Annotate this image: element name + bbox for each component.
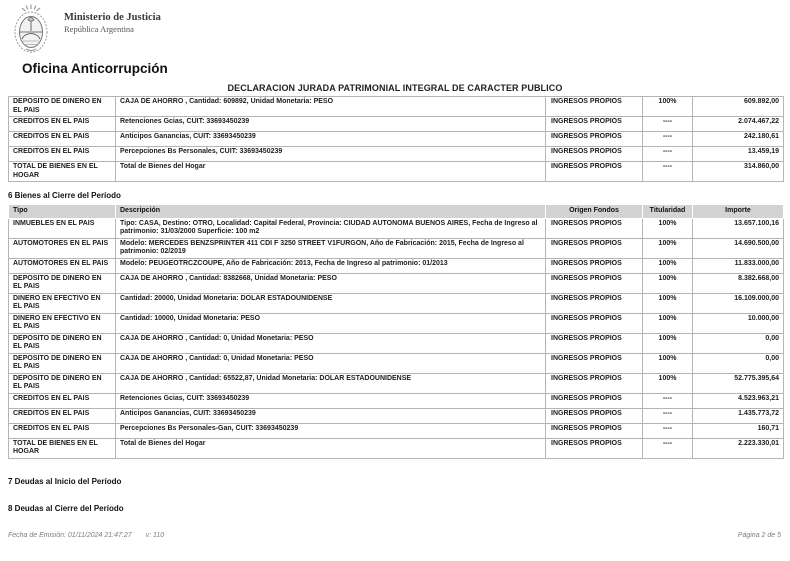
emission-date: Fecha de Emisión: 01/11/2024 21:47:27 [8, 532, 132, 539]
cell-origen-fondos: INGRESOS PROPIOS [546, 218, 643, 238]
cell-titularidad: ---- [643, 423, 693, 438]
table-row [9, 353, 784, 373]
table-row [9, 132, 784, 147]
col-header-tipo: Tipo [9, 205, 116, 219]
cell-descripcion: CAJA DE AHORRO , Cantidad: 8382668, Unidad Monetaria: PESO [116, 273, 546, 293]
cell-importe: 13.657.100,16 [693, 218, 784, 238]
cell-tipo: CREDITOS EN EL PAIS [9, 132, 116, 147]
ministry-name: Ministerio de Justicia [64, 12, 161, 23]
cell-importe: 0,00 [693, 333, 784, 353]
cell-titularidad: 100% [643, 353, 693, 373]
cell-descripcion: Retenciones Gcias, CUIT: 33693450239 [116, 393, 546, 408]
cell-descripcion: Anticipos Ganancias, CUIT: 33693450239 [116, 132, 546, 147]
cell-titularidad: ---- [643, 162, 693, 182]
cell-titularidad: 100% [643, 238, 693, 258]
cell-tipo: AUTOMOTORES EN EL PAIS [9, 238, 116, 258]
table-row [9, 162, 784, 182]
cell-importe: 52.775.395,64 [693, 373, 784, 393]
cell-origen-fondos: INGRESOS PROPIOS [546, 373, 643, 393]
table-row [9, 273, 784, 293]
cell-descripcion: Modelo: PEUGEOTRCZCOUPE, Año de Fabricación: 2013, Fecha de Ingreso al patrimonio: 01/2013 [116, 258, 546, 273]
table-row [9, 438, 784, 458]
cell-descripcion: Percepciones Bs Personales, CUIT: 33693450239 [116, 147, 546, 162]
table-row [9, 373, 784, 393]
table-row [9, 393, 784, 408]
cell-titularidad: ---- [643, 393, 693, 408]
cell-origen-fondos: INGRESOS PROPIOS [546, 393, 643, 408]
cell-importe: 4.523.963,21 [693, 393, 784, 408]
cell-descripcion: CAJA DE AHORRO , Cantidad: 609892, Unidad Monetaria: PESO [116, 97, 546, 117]
cell-tipo: CREDITOS EN EL PAIS [9, 147, 116, 162]
col-header-origen-fondos: Origen Fondos [546, 205, 643, 219]
cell-origen-fondos: INGRESOS PROPIOS [546, 408, 643, 423]
cell-descripcion: Total de Bienes del Hogar [116, 162, 546, 182]
footer-emission [8, 532, 164, 539]
section-7-heading: 7 Deudas al Inicio del Período [8, 476, 122, 486]
argentina-coat-of-arms-icon [8, 4, 54, 54]
table-row [9, 408, 784, 423]
cell-origen-fondos: INGRESOS PROPIOS [546, 97, 643, 117]
table-row [9, 238, 784, 258]
document-title: DECLARACION JURADA PATRIMONIAL INTEGRAL DE CARACTER PUBLICO [227, 83, 563, 93]
cell-titularidad: 100% [643, 273, 693, 293]
cell-importe: 0,00 [693, 353, 784, 373]
col-header-importe: Importe [693, 205, 784, 219]
footer-page-number: Página 2 de 5 [737, 532, 781, 539]
cell-importe: 160,71 [693, 423, 784, 438]
cell-titularidad: 100% [643, 218, 693, 238]
cell-origen-fondos: INGRESOS PROPIOS [546, 333, 643, 353]
section-6-heading: 6 Bienes al Cierre del Período [8, 191, 121, 200]
cell-tipo: DEPOSITO DE DINERO EN EL PAIS [9, 373, 116, 393]
cell-origen-fondos: INGRESOS PROPIOS [546, 273, 643, 293]
header-row [9, 205, 784, 219]
table-row [9, 218, 784, 238]
assets-closing-table [8, 204, 784, 459]
cell-titularidad: ---- [643, 132, 693, 147]
cell-titularidad: ---- [643, 117, 693, 132]
table-row [9, 423, 784, 438]
cell-importe: 16.109.000,00 [693, 293, 784, 313]
cell-origen-fondos: INGRESOS PROPIOS [546, 162, 643, 182]
cell-origen-fondos: INGRESOS PROPIOS [546, 132, 643, 147]
section-8-heading: 8 Deudas al Cierre del Período [8, 503, 124, 513]
cell-origen-fondos: INGRESOS PROPIOS [546, 147, 643, 162]
cell-importe: 242.180,61 [693, 132, 784, 147]
cell-tipo: CREDITOS EN EL PAIS [9, 393, 116, 408]
cell-tipo: CREDITOS EN EL PAIS [9, 117, 116, 132]
cell-descripcion: Percepciones Bs Personales-Gan, CUIT: 33693450239 [116, 423, 546, 438]
table-row [9, 258, 784, 273]
cell-origen-fondos: INGRESOS PROPIOS [546, 353, 643, 373]
assets-closing-body [9, 218, 784, 458]
office-title: Oficina Anticorrupción [22, 61, 168, 76]
cell-tipo: DEPOSITO DE DINERO EN EL PAIS [9, 353, 116, 373]
cell-importe: 14.690.500,00 [693, 238, 784, 258]
cell-origen-fondos: INGRESOS PROPIOS [546, 313, 643, 333]
table-row [9, 117, 784, 132]
cell-titularidad: 100% [643, 97, 693, 117]
cell-tipo: TOTAL DE BIENES EN EL HOGAR [9, 438, 116, 458]
cell-titularidad: 100% [643, 333, 693, 353]
cell-tipo: DEPOSITO DE DINERO EN EL PAIS [9, 97, 116, 117]
cell-titularidad: ---- [643, 438, 693, 458]
cell-tipo: TOTAL DE BIENES EN EL HOGAR [9, 162, 116, 182]
cell-descripcion: Modelo: MERCEDES BENZSPRINTER 411 CDI F 3250 STREET V1FURGON, Año de Fabricación: 2015, Fecha de Ingreso al patrimonio: 02/2019 [116, 238, 546, 258]
cell-tipo: DEPOSITO DE DINERO EN EL PAIS [9, 333, 116, 353]
cell-importe: 13.459,19 [693, 147, 784, 162]
cell-titularidad: 100% [643, 313, 693, 333]
cell-titularidad: ---- [643, 147, 693, 162]
cell-descripcion: Retenciones Gcias, CUIT: 33693450239 [116, 117, 546, 132]
cell-titularidad: 100% [643, 373, 693, 393]
table-row [9, 333, 784, 353]
cell-titularidad: ---- [643, 408, 693, 423]
cell-importe: 11.833.000,00 [693, 258, 784, 273]
cell-importe: 314.860,00 [693, 162, 784, 182]
cell-descripcion: CAJA DE AHORRO , Cantidad: 0, Unidad Monetaria: PESO [116, 333, 546, 353]
cell-importe: 2.074.467,22 [693, 117, 784, 132]
cell-importe: 609.892,00 [693, 97, 784, 117]
cell-tipo: AUTOMOTORES EN EL PAIS [9, 258, 116, 273]
assets-closing-header [9, 205, 784, 219]
cell-tipo: INMUEBLES EN EL PAIS [9, 218, 116, 238]
cell-tipo: CREDITOS EN EL PAIS [9, 423, 116, 438]
cell-origen-fondos: INGRESOS PROPIOS [546, 117, 643, 132]
table-row [9, 313, 784, 333]
cell-descripcion: CAJA DE AHORRO , Cantidad: 0, Unidad Monetaria: PESO [116, 353, 546, 373]
cell-origen-fondos: INGRESOS PROPIOS [546, 423, 643, 438]
table-row [9, 293, 784, 313]
cell-origen-fondos: INGRESOS PROPIOS [546, 258, 643, 273]
cell-descripcion: Total de Bienes del Hogar [116, 438, 546, 458]
col-header-titularidad: Titularidad [643, 205, 693, 219]
ministry-country: República Argentina [64, 24, 134, 34]
assets-continued-table [8, 96, 784, 182]
col-header-descripcion: Descripción [116, 205, 546, 219]
cell-descripcion: Anticipos Ganancias, CUIT: 33693450239 [116, 408, 546, 423]
cell-origen-fondos: INGRESOS PROPIOS [546, 238, 643, 258]
cell-tipo: DEPOSITO DE DINERO EN EL PAIS [9, 273, 116, 293]
table-row [9, 147, 784, 162]
cell-descripcion: Cantidad: 20000, Unidad Monetaria: DOLAR ESTADOUNIDENSE [116, 293, 546, 313]
assets-continued-body [9, 97, 784, 182]
cell-tipo: DINERO EN EFECTIVO EN EL PAIS [9, 293, 116, 313]
cell-importe: 1.435.773,72 [693, 408, 784, 423]
ministry-block [64, 12, 161, 34]
cell-descripcion: Cantidad: 10000, Unidad Monetaria: PESO [116, 313, 546, 333]
cell-origen-fondos: INGRESOS PROPIOS [546, 293, 643, 313]
cell-tipo: CREDITOS EN EL PAIS [9, 408, 116, 423]
cell-tipo: DINERO EN EFECTIVO EN EL PAIS [9, 313, 116, 333]
page-footer [8, 532, 781, 539]
cell-descripcion: CAJA DE AHORRO , Cantidad: 65522,87, Unidad Monetaria: DOLAR ESTADOUNIDENSE [116, 373, 546, 393]
cell-titularidad: 100% [643, 293, 693, 313]
version-label: v: 110 [145, 532, 165, 539]
page-header [0, 0, 790, 54]
cell-importe: 2.223.330,01 [693, 438, 784, 458]
cell-descripcion: Tipo: CASA, Destino: OTRO, Localidad: Capital Federal, Provincia: CIUDAD AUTONOMA BUENOS AIRES, Fecha de Ingreso al patrimonio: 31/03/2000 Superficie: 100 m2 [116, 218, 546, 238]
cell-origen-fondos: INGRESOS PROPIOS [546, 438, 643, 458]
cell-importe: 8.382.668,00 [693, 273, 784, 293]
cell-importe: 10.000,00 [693, 313, 784, 333]
table-row [9, 97, 784, 117]
cell-titularidad: 100% [643, 258, 693, 273]
